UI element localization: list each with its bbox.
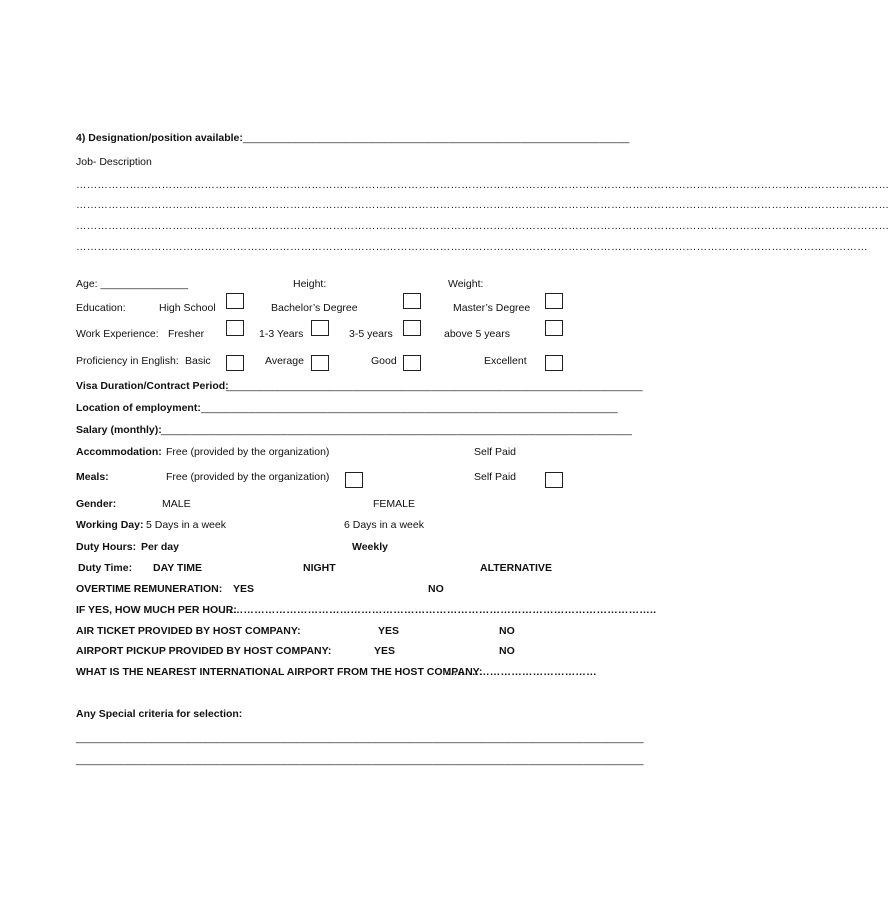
education-option-master: Master’s Degree: [453, 302, 531, 314]
designation-label: 4) Designation/position available:: [76, 132, 243, 144]
job-description-line-2[interactable]: …………………………………………………………………………………………………………………………………………………………………………………………………………: [76, 199, 889, 211]
duty-hours-option-weekly: Weekly: [352, 541, 388, 553]
education-high-school-checkbox[interactable]: [226, 293, 244, 309]
meals-option-self-paid: Self Paid: [474, 471, 517, 483]
visa-input-line[interactable]: _____________________________________________________________________: [226, 380, 643, 392]
age-field[interactable]: Age: _______________: [76, 278, 189, 290]
nearest-airport-input-line[interactable]: ……………………………………: [447, 666, 597, 678]
meals-option-free: Free (provided by the organization): [166, 471, 330, 483]
airport-pickup-option-no: NO: [499, 645, 515, 657]
job-description-line-1[interactable]: …………………………………………………………………………………………………………………………………………………………………………………………………………: [76, 179, 889, 191]
working-day-option-6: 6 Days in a week: [344, 519, 424, 531]
english-option-basic: Basic: [185, 355, 211, 367]
education-option-bachelor: Bachelor’s Degree: [271, 302, 358, 314]
job-description-label: Job- Description: [76, 156, 152, 168]
gender-option-female: FEMALE: [373, 498, 416, 510]
english-label: Proficiency in English:: [76, 355, 179, 367]
experience-option-3-5: 3-5 years: [349, 328, 393, 340]
job-description-line-4[interactable]: ……………………………………………………………………………………………………………………………………………………………………………………………………: [76, 241, 868, 253]
english-option-excellent: Excellent: [484, 355, 527, 367]
salary-label: Salary (monthly):: [76, 424, 162, 436]
airport-pickup-option-yes: YES: [374, 645, 396, 657]
duty-time-option-night: NIGHT: [303, 562, 336, 574]
airport-pickup-label: AIRPORT PICKUP PROVIDED BY HOST COMPANY:: [76, 645, 332, 657]
experience-option-fresher: Fresher: [168, 328, 205, 340]
education-label: Education:: [76, 302, 126, 314]
working-day-option-5: 5 Days in a week: [146, 519, 226, 531]
experience-label: Work Experience:: [76, 328, 159, 340]
height-label: Height:: [293, 278, 327, 290]
overtime-option-yes: YES: [233, 583, 255, 595]
gender-option-male: MALE: [162, 498, 191, 510]
air-ticket-label: AIR TICKET PROVIDED BY HOST COMPANY:: [76, 625, 301, 637]
air-ticket-option-yes: YES: [378, 625, 400, 637]
experience-above-5-checkbox[interactable]: [545, 320, 563, 336]
how-much-label: IF YES, HOW MUCH PER HOUR:: [76, 604, 237, 616]
special-criteria-line-1[interactable]: ______________________________________________________________________________________________: [76, 732, 644, 744]
experience-3-5-checkbox[interactable]: [403, 320, 421, 336]
experience-option-above-5: above 5 years: [444, 328, 510, 340]
english-option-average: Average: [265, 355, 304, 367]
accommodation-label: Accommodation:: [76, 446, 162, 458]
location-input-line[interactable]: _____________________________________________________________________: [201, 402, 618, 414]
location-label: Location of employment:: [76, 402, 201, 414]
designation-input-line[interactable]: ________________________________________________________________: [243, 132, 630, 144]
duty-hours-option-per-day: Per day: [141, 541, 179, 553]
overtime-option-no: NO: [428, 583, 444, 595]
accommodation-option-self-paid: Self Paid: [474, 446, 517, 458]
experience-fresher-checkbox[interactable]: [226, 320, 244, 336]
english-good-checkbox[interactable]: [403, 355, 421, 371]
english-option-good: Good: [371, 355, 397, 367]
education-option-high-school: High School: [159, 302, 216, 314]
english-average-checkbox[interactable]: [311, 355, 329, 371]
duty-hours-label: Duty Hours:: [76, 541, 137, 553]
duty-time-label: Duty Time:: [78, 562, 133, 574]
experience-option-1-3: 1-3 Years: [259, 328, 304, 340]
salary-input-line[interactable]: ______________________________________________________________________________: [161, 424, 633, 436]
visa-label: Visa Duration/Contract Period:: [76, 380, 229, 392]
education-master-checkbox[interactable]: [545, 293, 563, 309]
overtime-label: OVERTIME REMUNERATION:: [76, 583, 223, 595]
working-day-label: Working Day:: [76, 519, 144, 531]
experience-1-3-checkbox[interactable]: [311, 320, 329, 336]
english-basic-checkbox[interactable]: [226, 355, 244, 371]
meals-label: Meals:: [76, 471, 109, 483]
meals-free-checkbox[interactable]: [345, 472, 363, 488]
special-criteria-label: Any Special criteria for selection:: [76, 708, 243, 720]
duty-time-option-day: DAY TIME: [153, 562, 203, 574]
how-much-input-line[interactable]: …………………………………………………………………………………………………………..: [222, 604, 657, 616]
meals-self-paid-checkbox[interactable]: [545, 472, 563, 488]
weight-label: Weight:: [448, 278, 484, 290]
special-criteria-line-2[interactable]: ______________________________________________________________________________________________: [76, 754, 644, 766]
job-description-line-3[interactable]: …………………………………………………………………………………………………………………………………………………………………………………………………………: [76, 220, 889, 232]
education-bachelor-checkbox[interactable]: [403, 293, 421, 309]
accommodation-option-free: Free (provided by the organization): [166, 446, 330, 458]
duty-time-option-alternative: ALTERNATIVE: [480, 562, 552, 574]
nearest-airport-label: WHAT IS THE NEAREST INTERNATIONAL AIRPORT FROM THE HOST COMPANY:: [76, 666, 483, 678]
air-ticket-option-no: NO: [499, 625, 515, 637]
english-excellent-checkbox[interactable]: [545, 355, 563, 371]
gender-label: Gender:: [76, 498, 117, 510]
